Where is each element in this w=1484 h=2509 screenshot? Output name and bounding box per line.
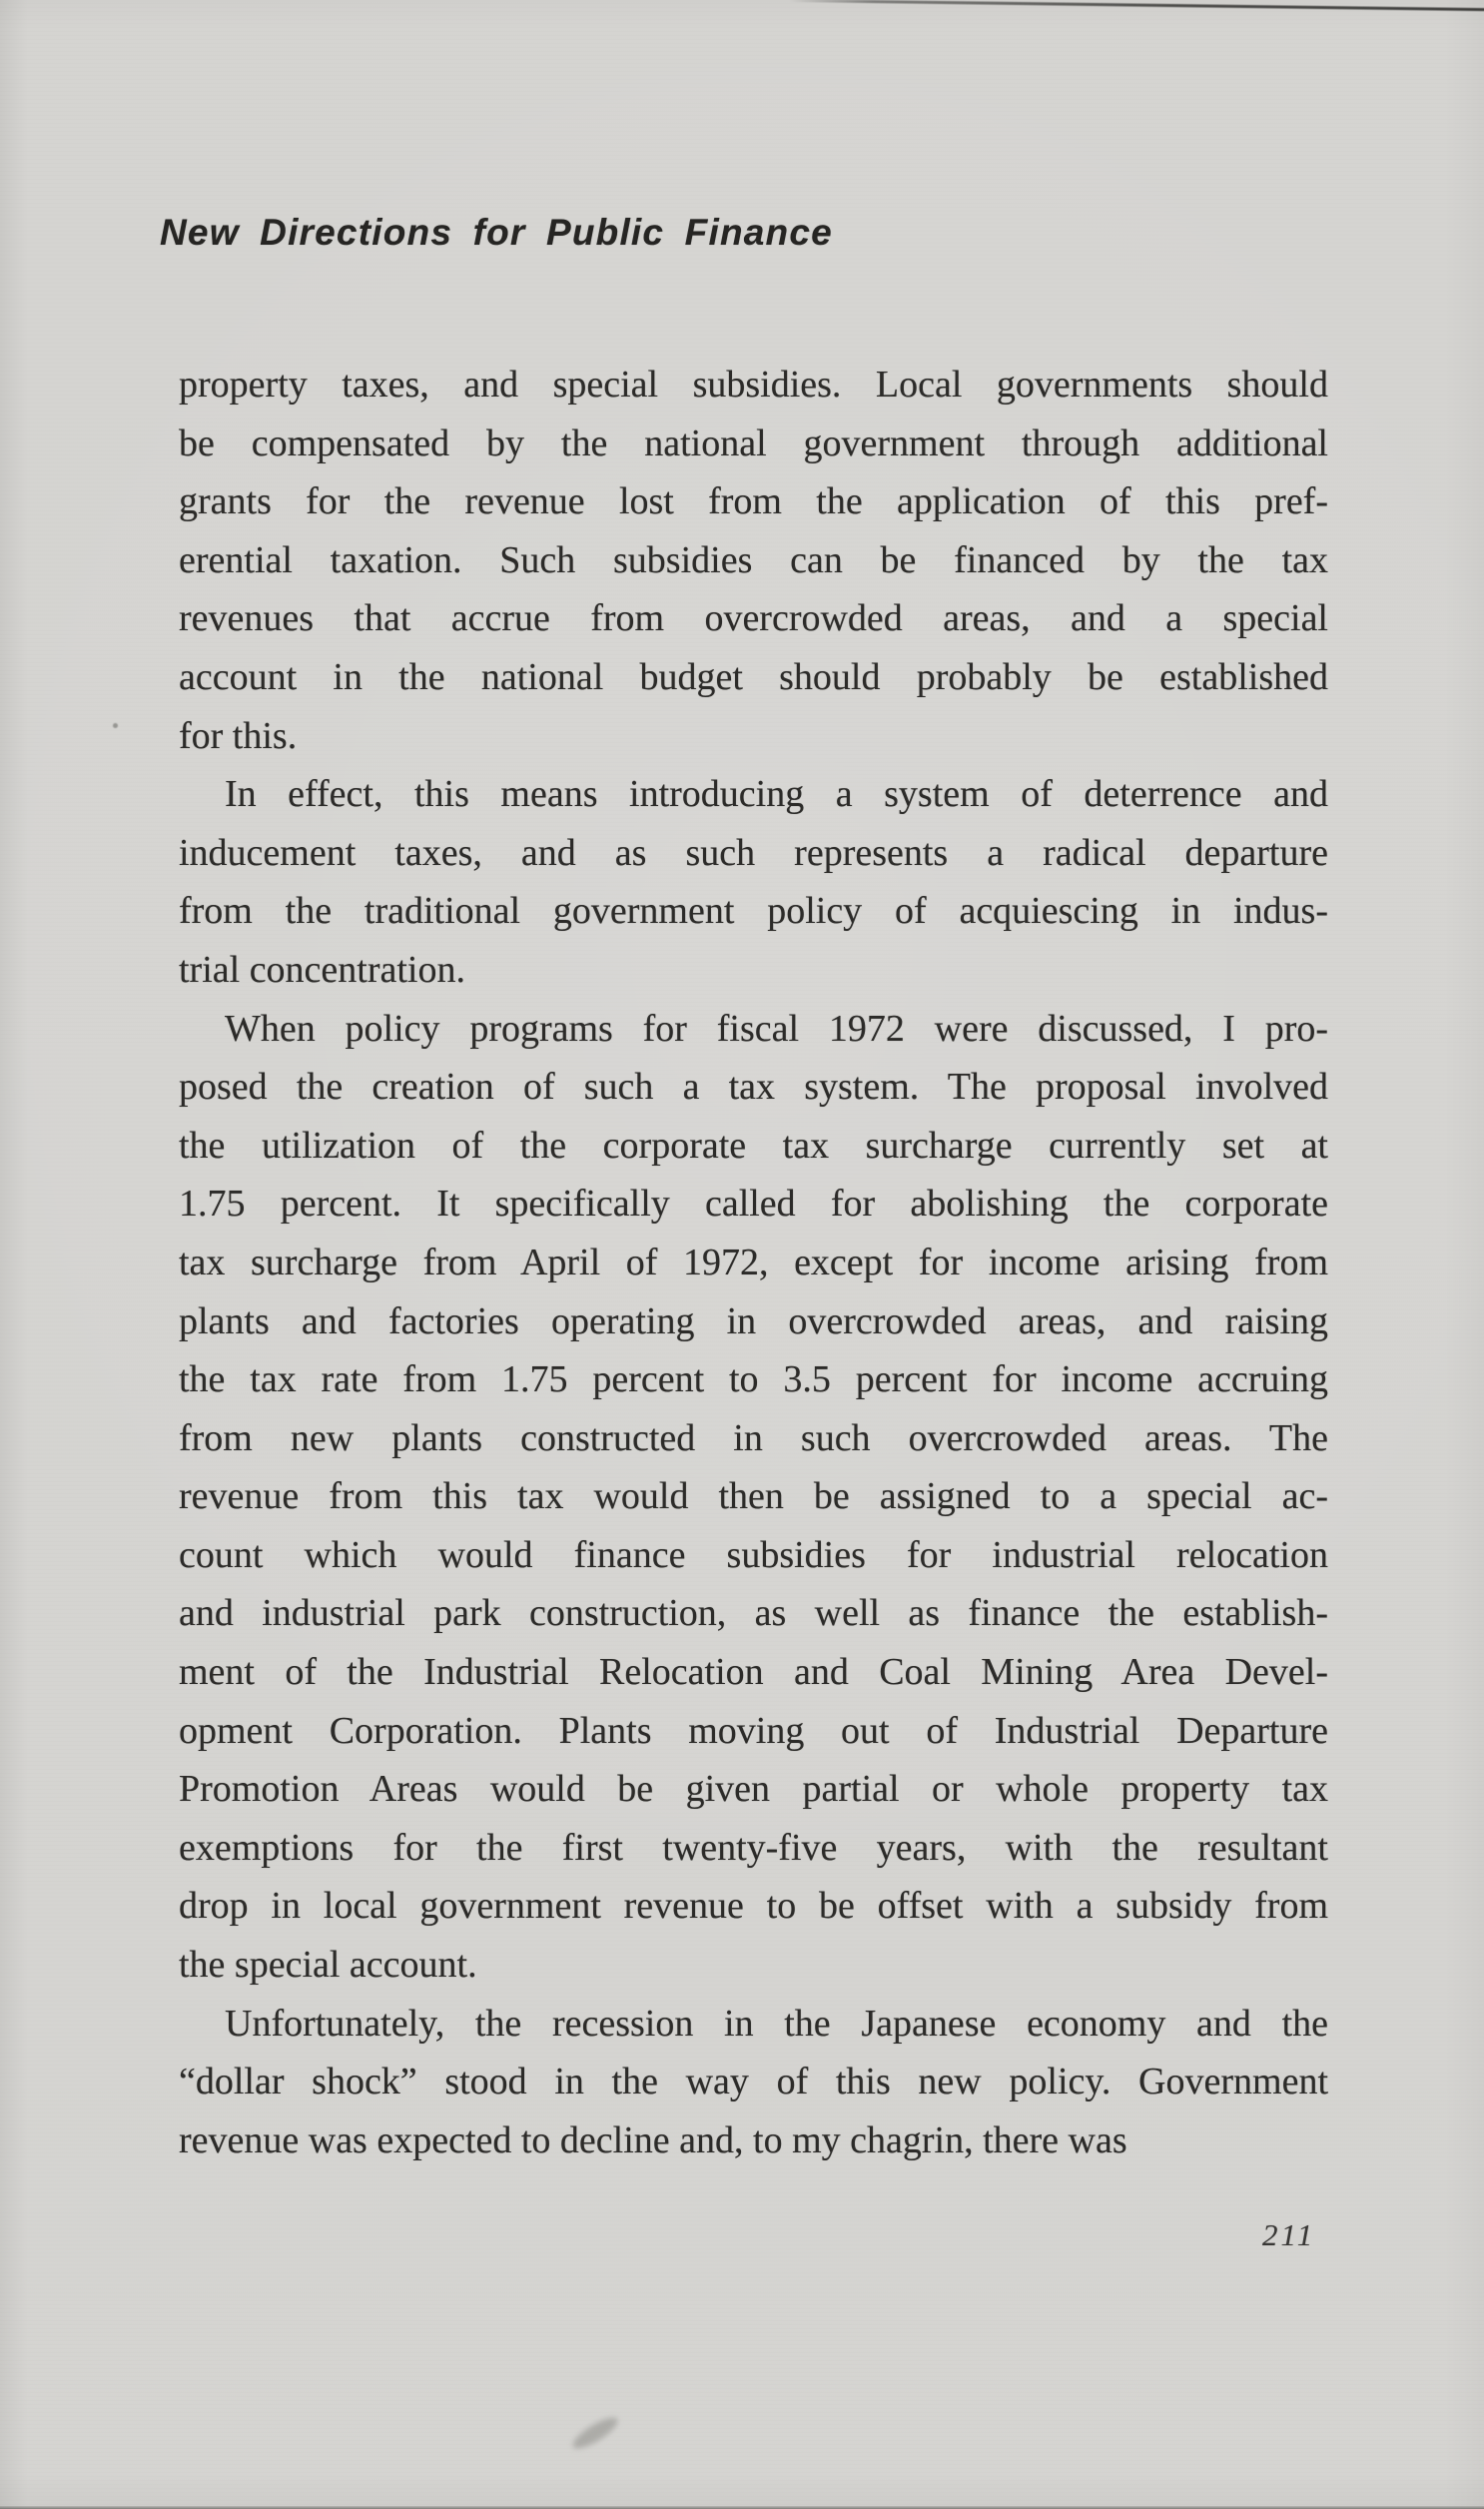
text-line: from the traditional government policy of acquiescing in indus- [179,890,1328,933]
smudge-mark [569,2412,622,2453]
text-line: Unfortunately, the recession in the Japanese economy and the [225,2002,1328,2045]
text-line: When policy programs for fiscal 1972 were discussed, I pro- [225,1007,1328,1050]
text-line: tax surcharge from April of 1972, except for income arising from [179,1241,1328,1283]
ink-fleck [113,723,118,728]
text-line: account in the national budget should probably be established [179,655,1328,698]
text-line: inducement taxes, and as such represents a radical departure [179,831,1328,874]
text-line: posed the creation of such a tax system. The proposal involved [179,1066,1328,1109]
text-line: trial concentration. [179,948,465,991]
text-line: grants for the revenue lost from the application of this pref- [179,480,1328,523]
text-line: property taxes, and special subsidies. Local governments should [179,364,1328,406]
text-line: revenue was expected to decline and, to my chagrin, there was [179,2118,1127,2161]
text-line: count which would finance subsidies for industrial relocation [179,1533,1328,1576]
text-line: erential taxation. Such subsidies can be financed by the tax [179,538,1328,581]
text-line: drop in local government revenue to be offset with a subsidy from [179,1885,1328,1928]
text-line: the special account. [179,1944,477,1987]
text-line: be compensated by the national government through additional [179,421,1328,464]
text-line: revenue from this tax would then be assigned to a special ac- [179,1475,1328,1518]
text-line: from new plants constructed in such overcrowded areas. The [179,1416,1328,1459]
text-line: Promotion Areas would be given partial or whole property tax [179,1768,1328,1811]
page-number: 211 [1262,2217,1316,2252]
text-line: In effect, this means introducing a system of deterrence and [225,773,1328,816]
text-line: for this. [179,714,298,757]
scan-edge-line-top [789,0,1484,11]
body-text [179,356,1328,2169]
text-line: revenues that accrue from overcrowded areas, and a special [179,597,1328,640]
text-line: the utilization of the corporate tax surcharge currently set at [179,1124,1328,1167]
text-line: and industrial park construction, as well as finance the establish- [179,1592,1328,1635]
text-line: the tax rate from 1.75 percent to 3.5 percent for income accruing [179,1358,1328,1401]
running-header: New Directions for Public Finance [160,212,833,253]
text-line: plants and factories operating in overcrowded areas, and raising [179,1299,1328,1342]
text-line: “dollar shock” stood in the way of this new policy. Government [179,2061,1328,2103]
text-line: ment of the Industrial Relocation and Coal Mining Area Devel- [179,1651,1328,1694]
text-line: opment Corporation. Plants moving out of Industrial Departure [179,1709,1328,1752]
text-line: 1.75 percent. It specifically called for abolishing the corporate [179,1183,1328,1226]
text-line: exemptions for the first twenty-five years, with the resultant [179,1826,1328,1869]
